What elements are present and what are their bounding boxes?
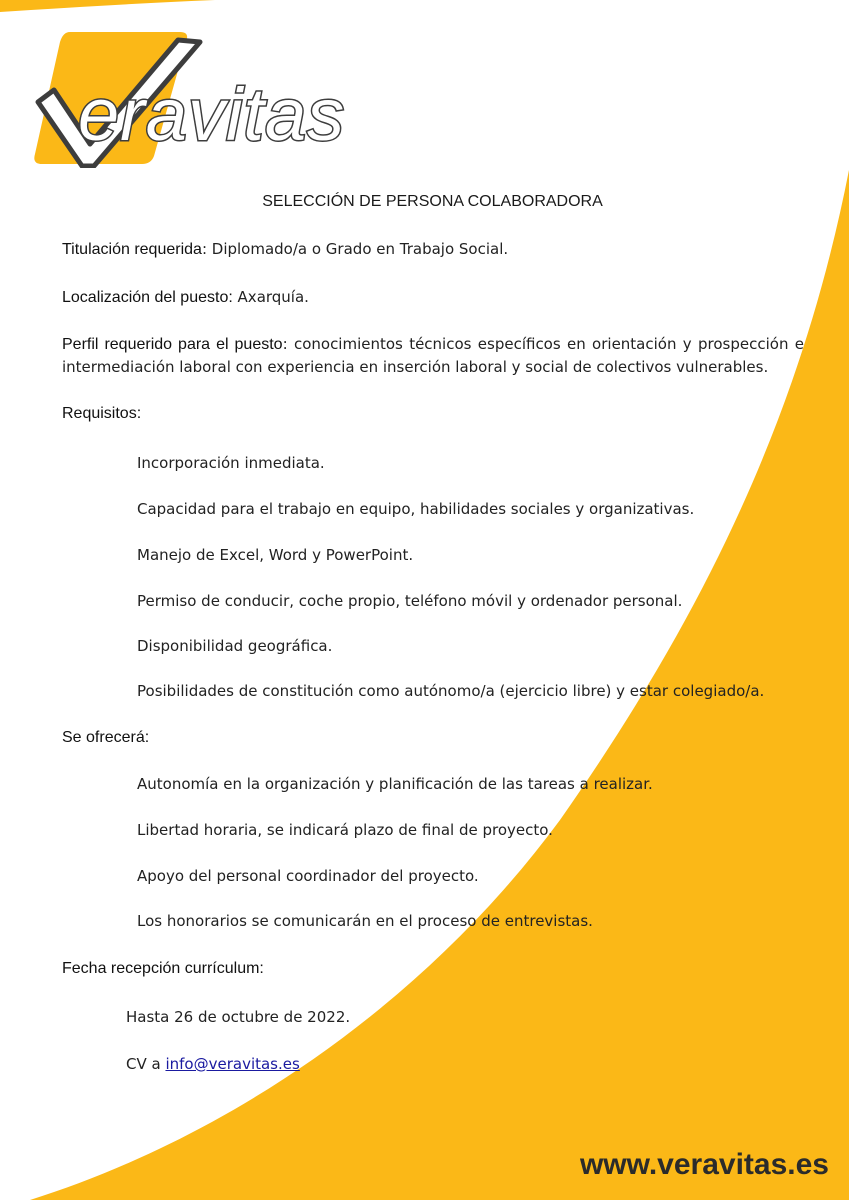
requisitos-heading: [62, 403, 804, 425]
requisito-item: Posibilidades de constitución como autónomo/a (ejercicio libre) y estar colegiado/a.: [137, 682, 765, 700]
veravitas-logo: [30, 28, 440, 168]
ofrece-item: Autonomía en la organización y planificación de las tareas a realizar.: [137, 775, 653, 793]
ofrece-label: Se ofrecerá:: [62, 729, 150, 746]
ofrece-item: Apoyo del personal coordinador del proyecto.: [137, 867, 479, 885]
email-link[interactable]: info@veravitas.es: [165, 1055, 300, 1073]
ofrece-heading: [62, 727, 804, 749]
ofrece-item: Los honorarios se comunicarán en el proceso de entrevistas.: [137, 912, 593, 930]
titulacion-line: [62, 238, 804, 261]
requisito-item: Permiso de conducir, coche propio, teléfono móvil y ordenador personal.: [137, 592, 683, 610]
deadline-text: Hasta 26 de octubre de 2022.: [126, 1008, 351, 1026]
requisitos-label: Requisitos:: [62, 405, 142, 422]
cv-line: [126, 1053, 300, 1075]
perfil-value: : conocimientos técnicos específicos en orientación y prospección e intermediación laboral con experiencia en inserción laboral y social de colectivos vulnerables.: [62, 335, 804, 376]
logo-wordmark: eravitas: [78, 73, 346, 156]
titulacion-separator: :: [201, 240, 212, 258]
localizacion-label: Localización del puesto:: [62, 289, 233, 306]
titulacion-value: Diplomado/a o Grado en Trabajo Social.: [211, 240, 509, 258]
requisito-item: Disponibilidad geográfica.: [137, 637, 333, 655]
requisito-item: Incorporación inmediata.: [137, 454, 325, 472]
fecha-label: Fecha recepción currículum:: [62, 960, 264, 977]
page-title: SELECCIÓN DE PERSONA COLABORADORA: [262, 193, 603, 210]
perfil-paragraph: [62, 333, 804, 379]
footer-website[interactable]: www.veravitas.es: [579, 1148, 829, 1181]
perfil-label: Perfil requerido para el puesto: [62, 336, 283, 353]
titulacion-label: Titulación requerida: [62, 241, 202, 258]
ofrece-item: Libertad horaria, se indicará plazo de final de proyecto.: [137, 821, 553, 839]
requisito-item: Manejo de Excel, Word y PowerPoint.: [137, 546, 414, 564]
cv-prefix: CV a: [126, 1055, 166, 1073]
fecha-heading: [62, 958, 804, 980]
localizacion-line: [62, 286, 804, 309]
localizacion-value: Axarquía.: [232, 288, 309, 306]
requisito-item: Capacidad para el trabajo en equipo, habilidades sociales y organizativas.: [137, 500, 695, 518]
top-swoosh: [0, 0, 215, 12]
